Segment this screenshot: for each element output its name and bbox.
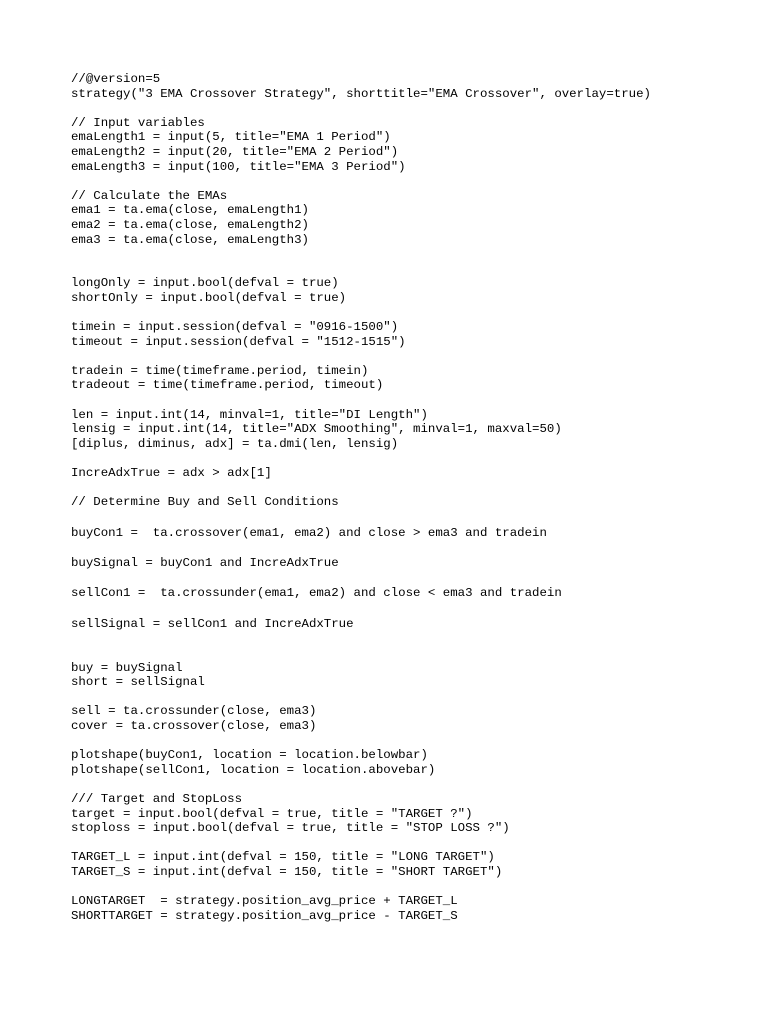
code-line: plotshape(sellCon1, location = location.abovebar) bbox=[71, 762, 436, 777]
code-block bbox=[71, 586, 751, 601]
code-line: ema1 = ta.ema(close, emaLength1) bbox=[71, 203, 309, 218]
code-block bbox=[71, 466, 751, 481]
code-line: stoploss = input.bool(defval = true, title = "STOP LOSS ?") bbox=[71, 821, 510, 836]
code-line: short = sellSignal bbox=[71, 675, 205, 690]
blank-line bbox=[71, 306, 751, 321]
code-line: emaLength2 = input(20, title="EMA 2 Period") bbox=[71, 144, 399, 159]
code-line: tradein = time(timeframe.period, timein) bbox=[71, 363, 369, 378]
code-block bbox=[71, 704, 751, 733]
blank-line bbox=[71, 510, 751, 526]
code-line: timein = input.session(defval = "0916-1500") bbox=[71, 320, 399, 335]
code-block bbox=[71, 364, 751, 393]
code-block bbox=[71, 894, 751, 923]
blank-line bbox=[71, 601, 751, 617]
code-line: buyCon1 = ta.crossover(ema1, ema2) and close > ema3 and tradein bbox=[71, 525, 547, 540]
code-line: shortOnly = input.bool(defval = true) bbox=[71, 290, 347, 305]
code-line: emaLength1 = input(5, title="EMA 1 Period") bbox=[71, 130, 391, 145]
blank-line bbox=[71, 349, 751, 364]
code-line: SHORTTARGET = strategy.position_avg_price - TARGET_S bbox=[71, 908, 458, 923]
blank-line bbox=[71, 690, 751, 705]
blank-line bbox=[71, 571, 751, 587]
code-line: IncreAdxTrue = adx > adx[1] bbox=[71, 466, 272, 481]
code-line: sellCon1 = ta.crossunder(ema1, ema2) and close < ema3 and tradein bbox=[71, 586, 562, 601]
blank-line bbox=[71, 836, 751, 851]
code-block bbox=[71, 320, 751, 349]
blank-line bbox=[71, 451, 751, 466]
code-line: buy = buySignal bbox=[71, 660, 183, 675]
code-line: emaLength3 = input(100, title="EMA 3 Period") bbox=[71, 159, 406, 174]
code-block bbox=[71, 850, 751, 879]
code-line: lensig = input.int(14, title="ADX Smoothing", minval=1, maxval=50) bbox=[71, 422, 562, 437]
blank-line bbox=[71, 734, 751, 749]
code-block bbox=[71, 748, 751, 777]
code-block bbox=[71, 617, 751, 632]
code-line: target = input.bool(defval = true, title = "TARGET ?") bbox=[71, 806, 473, 821]
code-block bbox=[71, 661, 751, 690]
blank-line bbox=[71, 540, 751, 556]
code-line: plotshape(buyCon1, location = location.belowbar) bbox=[71, 748, 428, 763]
code-block bbox=[71, 495, 751, 510]
code-line: TARGET_S = input.int(defval = 150, title = "SHORT TARGET") bbox=[71, 864, 503, 879]
code-block bbox=[71, 556, 751, 571]
code-line: cover = ta.crossover(close, ema3) bbox=[71, 718, 317, 733]
code-line: buySignal = buyCon1 and IncreAdxTrue bbox=[71, 556, 339, 570]
code-block bbox=[71, 189, 751, 247]
blank-line bbox=[71, 879, 751, 894]
blank-line bbox=[71, 777, 751, 792]
code-line: // Input variables bbox=[71, 115, 205, 130]
blank-line bbox=[71, 393, 751, 408]
blank-line bbox=[71, 247, 751, 276]
code-block bbox=[71, 72, 751, 101]
code-line: //@version=5 bbox=[71, 72, 161, 86]
code-listing bbox=[71, 72, 751, 923]
code-line: // Determine Buy and Sell Conditions bbox=[71, 495, 339, 510]
code-line: sellSignal = sellCon1 and IncreAdxTrue bbox=[71, 616, 354, 631]
code-line: TARGET_L = input.int(defval = 150, title = "LONG TARGET") bbox=[71, 850, 495, 865]
code-line: ema2 = ta.ema(close, emaLength2) bbox=[71, 217, 309, 232]
code-block bbox=[71, 526, 751, 541]
code-block bbox=[71, 792, 751, 836]
code-block bbox=[71, 276, 751, 305]
blank-line bbox=[71, 481, 751, 496]
code-line: [diplus, diminus, adx] = ta.dmi(len, lensig) bbox=[71, 436, 399, 451]
code-line: ema3 = ta.ema(close, emaLength3) bbox=[71, 232, 309, 247]
code-block bbox=[71, 116, 751, 174]
code-line: tradeout = time(timeframe.period, timeout) bbox=[71, 378, 384, 393]
blank-line bbox=[71, 101, 751, 116]
code-line: longOnly = input.bool(defval = true) bbox=[71, 276, 339, 291]
code-line: sell = ta.crossunder(close, ema3) bbox=[71, 704, 317, 719]
code-line: timeout = input.session(defval = "1512-1515") bbox=[71, 334, 406, 349]
code-line: LONGTARGET = strategy.position_avg_price + TARGET_L bbox=[71, 894, 458, 909]
blank-line bbox=[71, 631, 751, 660]
code-line: // Calculate the EMAs bbox=[71, 188, 228, 203]
code-block bbox=[71, 408, 751, 452]
code-line: strategy("3 EMA Crossover Strategy", shorttitle="EMA Crossover", overlay=true) bbox=[71, 86, 651, 101]
code-line: /// Target and StopLoss bbox=[71, 791, 243, 806]
code-line: len = input.int(14, minval=1, title="DI Length") bbox=[71, 407, 428, 422]
blank-line bbox=[71, 174, 751, 189]
